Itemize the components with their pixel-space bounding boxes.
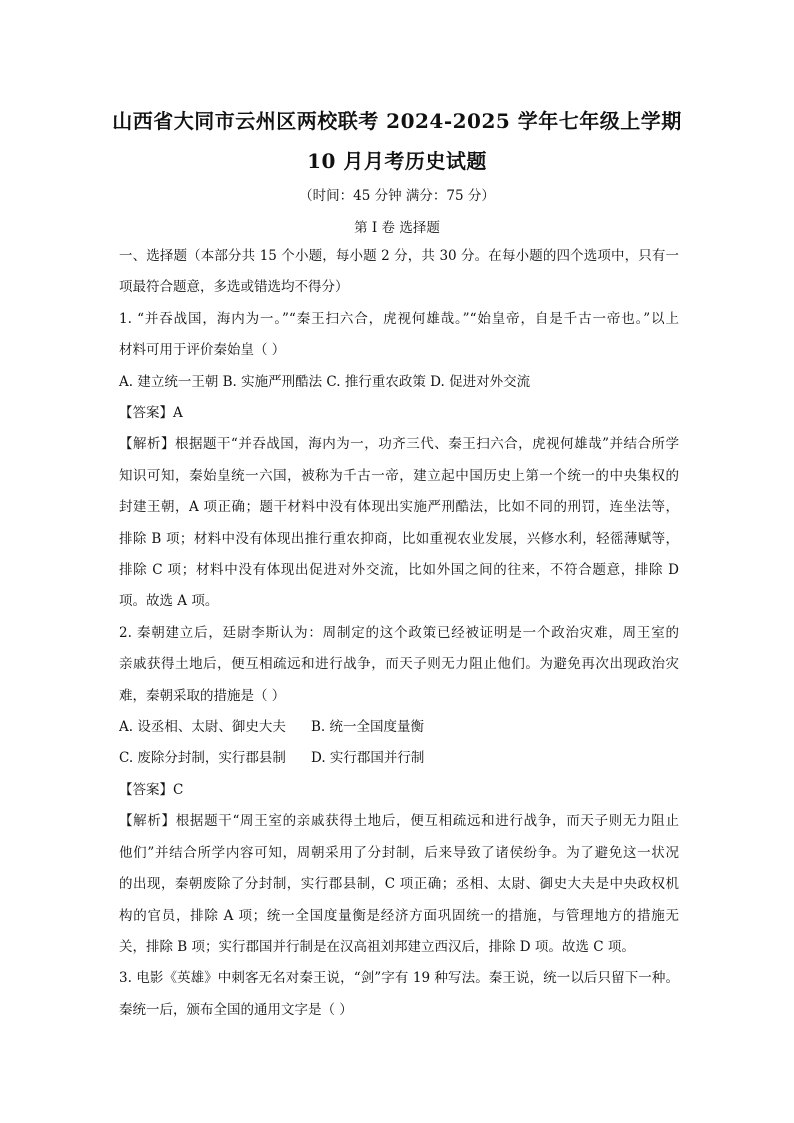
question-2-stem-line-2: 亲戚获得土地后，便互相疏远和进行战争，而天子则无力阻止他们。为避免再次出现政治灾: [119, 656, 679, 672]
question-2-option-d: D. 实行郡国并行制: [311, 750, 425, 766]
instructions-line-1: 一、选择题（本部分共 15 个小题，每小题 2 分，共 30 分。在每小题的四个选项中，只有一: [119, 248, 679, 264]
question-2-analysis-line-4: 构的官员，排除 A 项；统一全国度量衡是经济方面巩固统一的措施，与管理地方的措施无: [119, 908, 679, 924]
question-3-stem-line-2: 秦统一后，颁布全国的通用文字是（ ）: [119, 1002, 353, 1018]
question-2-analysis-line-3: 的出现，秦朝废除了分封制，实行郡县制，C 项正确；丞相、太尉、御史大夫是中央政权机: [119, 876, 679, 892]
question-2-options-row-1: [119, 717, 679, 737]
question-2-stem-line-1: 2. 秦朝建立后，廷尉李斯认为：周制定的这个政策已经被证明是一个政治灾难，周王室的: [119, 625, 679, 641]
question-1-analysis-line-2: 知识可知，秦始皇统一六国，被称为千古一帝，建立起中国历史上第一个统一的中央集权的: [119, 468, 679, 484]
question-2-stem-line-3: 难，秦朝采取的措施是（ ）: [119, 688, 286, 704]
question-1-analysis-line-6: 项。故选 A 项。: [119, 593, 219, 609]
exam-meta: （时间：45 分钟 满分：75 分）: [299, 188, 495, 204]
question-1-analysis-line-4: 排除 B 项；材料中没有体现出推行重农抑商，比如重视农业发展，兴修水利，轻徭薄赋等，: [119, 531, 679, 547]
question-2-options-row-2: [119, 748, 679, 768]
question-2-analysis-line-2: 他们”并结合所学内容可知，周朝采用了分封制，后来导致了诸侯纷争。为了避免这一状况: [119, 845, 679, 861]
question-2-option-a: A. 设丞相、太尉、御史大夫: [119, 719, 286, 735]
section-heading: 第 I 卷 选择题: [354, 220, 440, 236]
document-title-line-1: 山西省大同市云州区两校联考 2024-2025 学年七年级上学期: [112, 109, 682, 133]
question-2-analysis-line-1: 【解析】根据题干“周王室的亲戚获得土地后，便互相疏远和进行战争，而天子则无力阻止: [119, 813, 679, 829]
question-1-answer: 【答案】A: [119, 405, 183, 421]
question-3-stem-line-1: 3. 电影《英雄》中刺客无名对秦王说，“剑”字有 19 种写法。秦王说，统一以后只留下一种。: [119, 970, 679, 986]
question-2-analysis-line-5: 关，排除 B 项；实行郡国并行制是在汉高祖刘邦建立西汉后，排除 D 项。故选 C 项。: [119, 939, 635, 955]
question-1-stem-line-1: 1. “并吞战国，海内为一。”“秦王扫六合，虎视何雄哉。”“始皇帝，自是千古一帝也。”以上: [119, 311, 679, 327]
question-1-analysis-line-5: 排除 C 项；材料中没有体现出促进对外交流，比如外国之间的往来，不符合题意，排除 D: [119, 562, 679, 578]
question-1-options: A. 建立统一王朝 B. 实施严刑酷法 C. 推行重农政策 D. 促进对外交流: [119, 374, 531, 390]
question-1-analysis-line-3: 封建王朝，A 项正确；题干材料中没有体现出实施严刑酷法，比如不同的刑罚，连坐法等，: [119, 499, 679, 515]
question-1-stem-line-2: 材料可用于评价秦始皇（ ）: [119, 342, 286, 358]
document-title-line-2: 10 月月考历史试题: [307, 149, 487, 173]
question-2-option-b: B. 统一全国度量衡: [311, 719, 425, 735]
question-2-answer: 【答案】C: [119, 782, 184, 798]
question-1-analysis-line-1: 【解析】根据题干“并吞战国，海内为一，功齐三代、秦王扫六合，虎视何雄哉”并结合所学: [119, 436, 679, 452]
instructions-line-2: 项最符合题意，多选或错选均不得分）: [119, 279, 349, 295]
question-2-option-c: C. 废除分封制，实行郡县制: [119, 750, 286, 766]
